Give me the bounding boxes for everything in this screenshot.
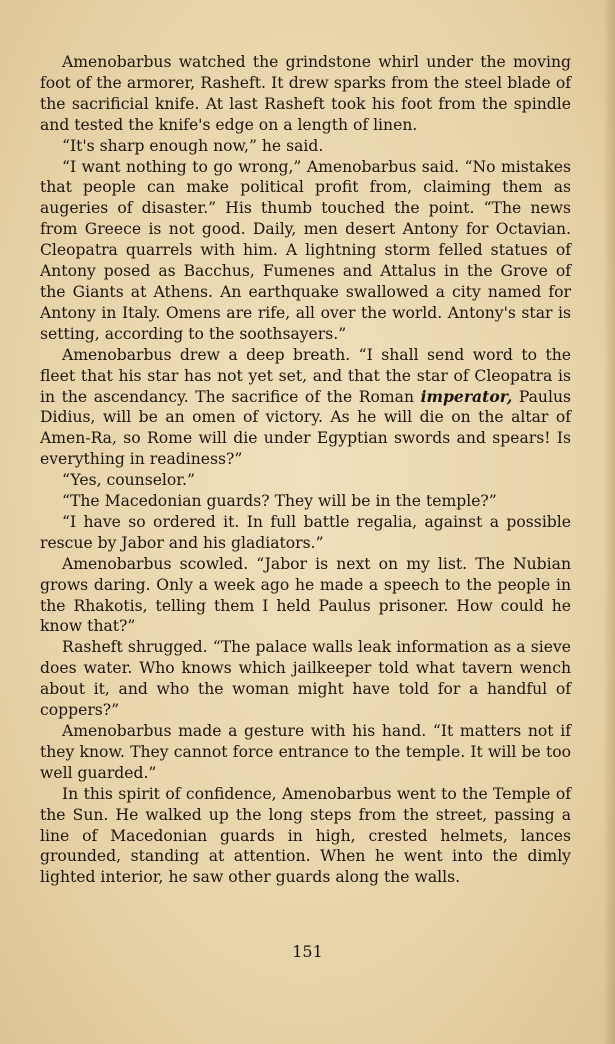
paragraph-7: “I have so ordered it. In full battle regalia, against a possible rescue by Jabor and his gladiators.”: [40, 512, 571, 552]
paragraph-11: In this spirit of confidence, Amenobarbus went to the Temple of the Sun. He walked up the long steps from the street, passing a line of Macedonian guards in high, crested helmets, lances grounded, standing at attention. When he went into the dimly lighted interior, he saw other guards along the walls.: [40, 784, 571, 887]
paragraph-1: Amenobarbus watched the grindstone whirl under the moving foot of the armorer, Rasheft. It drew sparks from the steel blade of the sacrificial knife. At last Rasheft took his foot from the spindle and tested the knife's edge on a length of linen.: [40, 53, 571, 134]
paragraph-5: “Yes, counselor.”: [62, 471, 195, 490]
paragraph-2: “It's sharp enough now,” he said.: [62, 136, 324, 155]
paragraph-8: Amenobarbus scowled. “Jabor is next on my list. The Nubian grows daring. Only a week ago he made a speech to the people in the Rhakotis, telling them I held Paulus prisoner. How could he know that?”: [40, 554, 571, 636]
paragraph-6: “The Macedonian guards? They will be in the temple?”: [62, 492, 497, 511]
paragraph-4: [40, 345, 571, 470]
paragraph-4-italic: imperator,: [420, 386, 513, 406]
paragraph-4-lead: Amenobarbus drew a deep breath. “I shall send word to the fleet that his star has not yet set, and that the star of Cleopatra is in the ascendancy. The sacrifice of the Roman: [40, 345, 571, 406]
page-edge-shadow: [603, 0, 615, 1044]
paragraph-4-tail: Paulus Didius, will be an omen of victory. As he will die on the altar of Amen-Ra, so Rome will die under Egyptian swords and spears! Is everything in readiness?”: [40, 387, 571, 469]
body-text: [40, 52, 571, 888]
page-number: 151: [292, 942, 323, 961]
paragraph-9: Rasheft shrugged. “The palace walls leak information as a sieve does water. Who knows which jailkeeper told what tavern wench about it, and who the woman might have told for a handful of coppers?”: [40, 638, 571, 720]
paragraph-3: “I want nothing to go wrong,” Amenobarbus said. “No mistakes that people can make political profit from, claiming them as augeries of disaster.” His thumb touched the point. “The news from Greece is not good. Daily, men desert Antony for Octavian. Cleopatra quarrels with him. A lightning storm felled statues of Antony posed as Bacchus, Fumenes and Attalus in the Grove of the Giants at Athens. An earthquake swallowed a city named for Antony in Italy. Omens are rife, all over the world. Antony's star is setting, according to the soothsayers.”: [40, 157, 571, 343]
paragraph-10: Amenobarbus made a gesture with his hand. “It matters not if they know. They cannot force entrance to the temple. It will be too well guarded.”: [40, 722, 571, 782]
